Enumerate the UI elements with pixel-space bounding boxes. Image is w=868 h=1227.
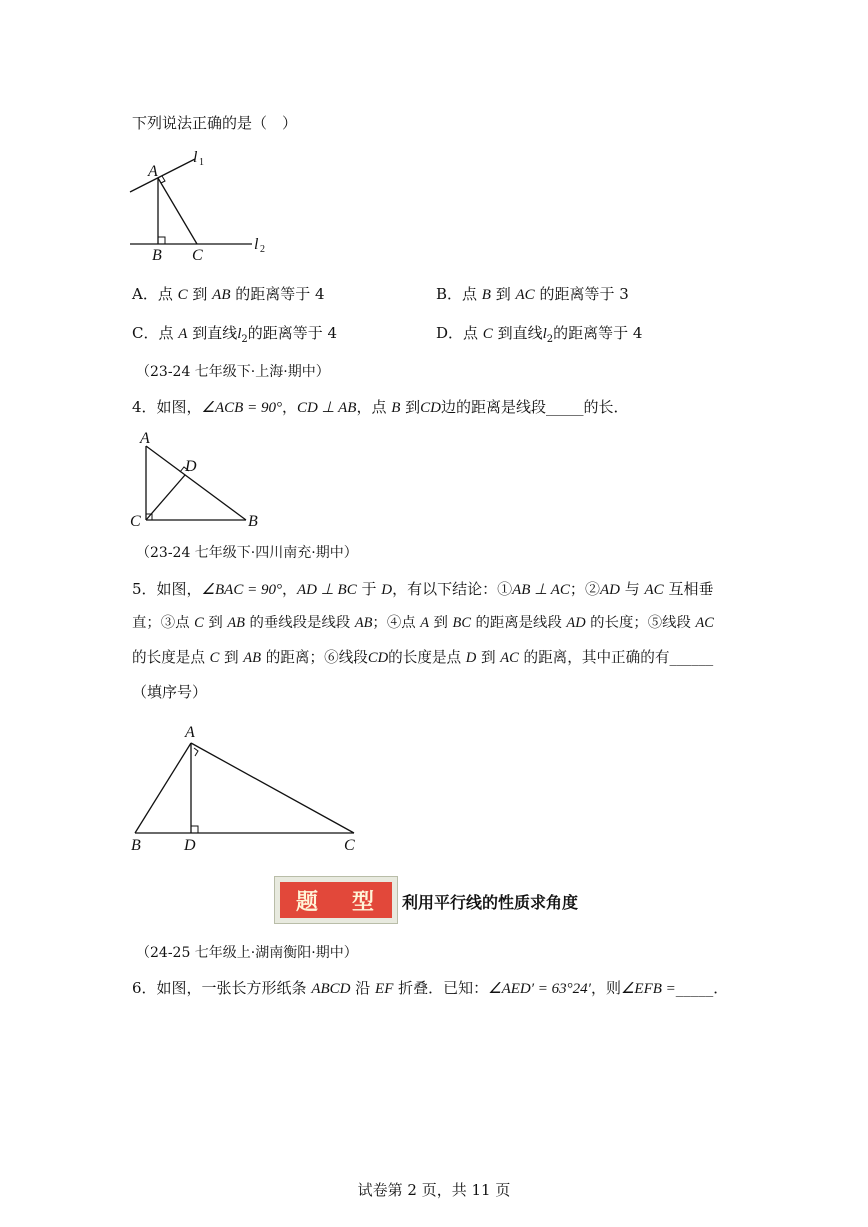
q3-option-b: B．点 B 到 AC 的距离等于 3	[436, 285, 629, 303]
q4-label-a: A	[140, 430, 150, 447]
q5-label-d: D	[184, 837, 196, 854]
q4-label-c: C	[130, 513, 141, 530]
section-badge-right: 型	[351, 888, 376, 915]
q3-stem: 下列说法正确的是（ ）	[132, 114, 298, 132]
section-badge	[274, 876, 398, 924]
q3-label-l1-sub: 1	[199, 157, 204, 168]
q4-source: （23-24 七年级下·上海·期中）	[136, 364, 330, 380]
section-badge-left: 题	[295, 888, 320, 915]
q4-figure	[128, 430, 268, 530]
q3-label-c: C	[192, 247, 203, 264]
q4-label-d: D	[185, 458, 197, 475]
q3-option-c: C．点 A 到直线$l_2$的距离等于 4	[132, 324, 338, 345]
q5-source: （23-24 七年级下·四川南充·期中）	[136, 545, 358, 561]
q5-line-3: 的长度是点 C 到 AB 的距离；⑥线段CD的长度是点 D 到 AC 的距离，其中正确的有______	[132, 649, 714, 666]
q5-line-4: （填序号）	[132, 683, 208, 701]
q5-label-a: A	[185, 724, 195, 741]
q3-label-a: A	[148, 163, 158, 180]
q3-label-b: B	[152, 247, 162, 264]
q4-stem: 4．如图，∠ACB = 90°，CD ⊥ AB，点 B 到CD边的距离是线段_____的长．	[132, 398, 629, 416]
q5-figure	[128, 718, 368, 858]
q5-label-c: C	[344, 837, 355, 854]
q5-line-1: 5．如图，∠BAC = 90°，AD ⊥ BC 于 D，有以下结论：①AB ⊥ AC；②AD 与 AC 互相垂	[132, 580, 714, 598]
q3-option-d: D．点 C 到直线$l_2$的距离等于 4	[436, 324, 643, 345]
q5-line-2: 直；③点 C 到 AB 的垂线段是线段 AB；④点 A 到 BC 的距离是线段 AD 的长度；⑤线段 AC	[132, 615, 714, 631]
q3-option-a: A．点 C 到 AB 的距离等于 4	[132, 285, 325, 303]
q3-label-l1: l	[193, 149, 198, 166]
page-footer: 试卷第 2 页，共 11 页	[357, 1181, 511, 1199]
q6-stem: 6．如图，一张长方形纸条 ABCD 沿 EF 折叠．已知：∠AED′ = 63°24′，则∠EFB =_____．	[132, 979, 729, 997]
q3-figure	[120, 145, 290, 270]
q5-label-b: B	[131, 837, 141, 854]
q4-label-b: B	[248, 513, 258, 530]
q3-label-l2-sub: 2	[260, 244, 265, 255]
q6-source: （24-25 七年级上·湖南衡阳·期中）	[136, 945, 358, 961]
q3-label-l2: l	[254, 236, 259, 253]
section-title: 利用平行线的性质求角度	[402, 893, 579, 912]
